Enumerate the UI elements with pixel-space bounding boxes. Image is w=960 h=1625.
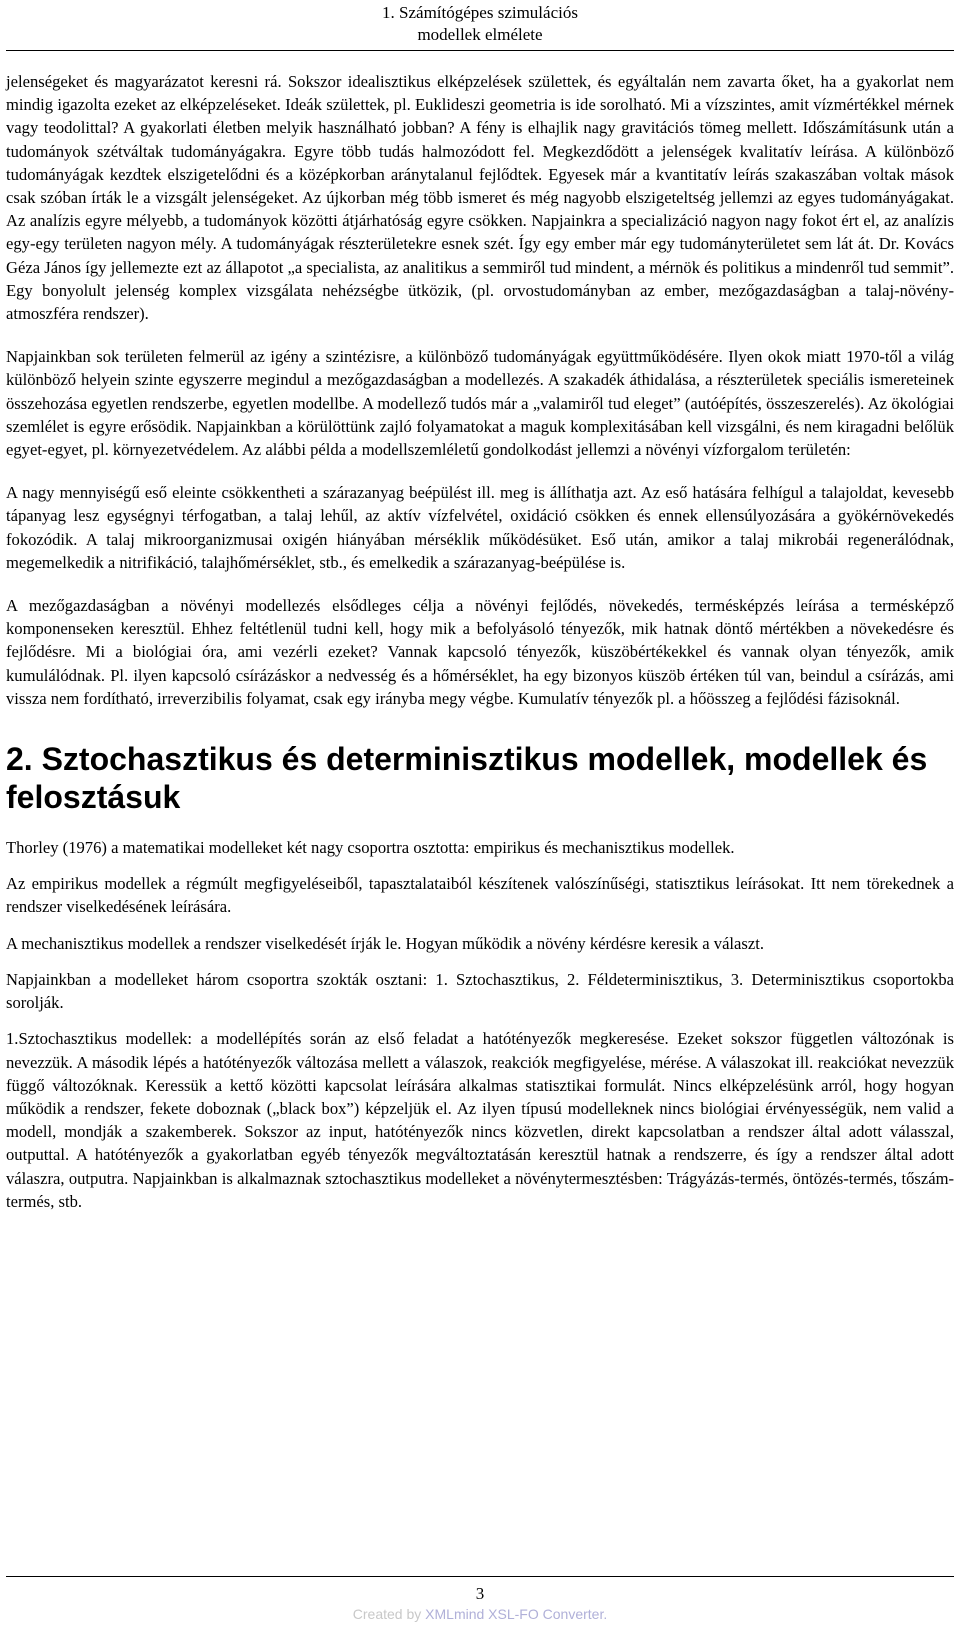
paragraph-6: Az empirikus modellek a régmúlt megfigyeléseiből, tapasztalataiból készítenek valószínűségi, statisztikus leírásokat. Itt nem törekednek a rendszer viselkedésének leírására. [6, 874, 954, 917]
paragraph-2: Napjainkban sok területen felmerül az igény a szintézisre, a különböző tudományágak együttműködésére. Ilyen okok miatt 1970-től a világ különböző helyein szinte egyszerre megindul a mezőgazdaságban a modellezés. A szakadék áthidalása, a részterületek speciális ismereteinek összehozása egyetlen rendszerbe, egyetlen modellbe. A modellező tudós már a „valamiről tud eleget” (autóépítés, összeszerelés). Az ökológiai szemlélet is egyre erősödik. Napjainkban a körülöttünk zajló folyamatokat a maguk komplexitásában kell vizsgálni, és nem kiragadni belőlük egyet-egyet, pl. környezetvédelem. Az alábbi példa a modellszemléletű gondolkodást jellemzi a növényi vízforgalom területén: [6, 347, 954, 460]
paragraph-4: A mezőgazdaságban a növényi modellezés elsődleges célja a növényi fejlődés, növekedés, termésképzés leírása a termésképző komponenseken keresztül. Ehhez feltétlenül tudni kell, hogy mik a befolyásoló tényezők, mik hatnak döntő mértékben a növekedésre és fejlődésre. Mi a biológiai óra, ami vezérli ezeket? Vannak kapcsoló tényezők, küszöbértékekkel és vannak olyan tényezők, amik kumulálódnak. Pl. ilyen kapcsoló csírázáskor a nedvesség és a hőmérséklet, ha egy bizonyos küszöb értéken túl van, beindul a csírázás, ami vissza nem fordítható, irreverzibilis folyamat, csak egy irányba megy végbe. Kumulatív tényezők pl. a hőösszeg a fejlődési fázisoknál. [6, 596, 954, 708]
footer-divider [6, 1576, 954, 1577]
header-line-2: modellek elmélete [417, 25, 543, 44]
converter-prefix: Created by [352, 1606, 426, 1622]
running-header [0, 2, 960, 46]
page-body [6, 70, 954, 1213]
paragraph-7: A mechanisztikus modellek a rendszer viselkedését írják le. Hogyan működik a növény kérdésre keresik a választ. [6, 933, 764, 953]
header-divider [6, 50, 954, 51]
converter-credit [0, 1605, 960, 1623]
paragraph-9: 1.Sztochasztikus modellek: a modellépítés során az első feladat a hatótényezők megkeresése. Ezeket sokszor független változónak is nevezzük. A második lépés a hatótényezők változása mellett a válaszok, reakciók megfigyelése, mérése. A válaszokat ill. reakciókat nevezzük függő változóknak. Keressük a kettő közötti kapcsolat leírására alkalmas statisztikai formulát. Nincs elképzelésünk arról, hogy hogyan működik a rendszer, fekete doboznak („black box”) képzeljük el. Az ilyen típusú modelleknek nincs biológiai érvényességük, nem valid a modell, mondják a szakemberek. Sokszor az input, hatótényezők nincs közvetlen, direkt kapcsolatban a rendszer által adott válasszal, outputtal. A hatótényezők a gyakorlatban egyéb tényezők megváltoztatásán keresztül hatnak a rendszerre, és így a rendszer által adott válaszra, outputra. Napjainkban is alkalmaznak sztochasztikus modelleket a növénytermesztésben: Trágyázás-termés, öntözés-termés, tőszám-termés, stb. [6, 1029, 954, 1211]
section-heading: 2. Sztochasztikus és determinisztikus modellek, modellek és felosztásuk [6, 741, 928, 816]
paragraph-5: Thorley (1976) a matematikai modelleket két nagy csoportra osztotta: empirikus és mechanisztikus modellek. [6, 838, 735, 858]
paragraph-1: jelenségeket és magyarázatot keresni rá. Sokszor idealisztikus elképzelések születtek, és egyáltalán nem zavarta őket, ha a gyakorlat nem mindig igazolta ezeket az elképzeléseket. Ideák születtek, pl. Euklideszi geometria is ide sorolható. Mi a vízszintes, amit vízmértékkel mérnek vagy teodolittal? A gyakorlati életben melyik használható jobban? A fény is elhajlik nagy gravitációs tömeg mellett. Időszámításunk után a tudományok szétváltak tudományágakra. Egyre több tudás halmozódott fel. Megkezdődött a jelenségek kvalitatív leírása. A különböző tudományágak kezdtek elszigetelődni és a középkorban aránytalanul fejlődtek. Egyesek már a kvantitatív leírás szakaszában voltak mások csak szóban írták le a vizsgált jelenségeket. Az újkorban még több ismeret és még nagyobb elszigeteltség jellemzi az egyes tudományágakat. Az analízis egyre mélyebb, a tudományok közötti átjárhatóság egyre csökken. Napjainkra a specializáció nagyon nagy fokot ért el, az analízis egy-egy területen nagyon mély. A tudományágak részterületekre esnek szét. Így egy ember már egy tudományterületet sem lát át. Dr. Kovács Géza János így jellemezte ezt az állapotot „a specialista, az analitikus a semmiről tud mindent, a mérnök és politikus a mindenről tud semmit”. Egy bonyolult jelenség komplex vizsgálata nehézségbe ütközik, (pl. orvostudományban az ember, mezőgazdaságban a talaj-növény-atmoszféra rendszer). [6, 72, 954, 324]
header-line-1: 1. Számítógépes szimulációs [382, 3, 578, 22]
paragraph-8: Napjainkban a modelleket három csoportra szokták osztani: 1. Sztochasztikus, 2. Féldeterminisztikus, 3. Determinisztikus csoportokba sorolják. [6, 969, 954, 1013]
page-number: 3 [475, 1584, 485, 1603]
converter-brand-link[interactable]: XMLmind XSL-FO Converter. [425, 1606, 608, 1622]
paragraph-3: A nagy mennyiségű eső eleinte csökkentheti a szárazanyag beépülést ill. meg is állíthatja azt. Az eső hatására felhígul a talajoldat, kevesebb tápanyag lesz egységnyi térfogatban, a talaj lehűl, az aktív vízfelvétel, oxidáció csökken és ennek ellensúlyozására a gyökérnövekedés fokozódik. A talaj mikroorganizmusai oxigén hiányában mérséklik működésüket. Eső után, amikor a talaj mikrobái regenerálódnak, megemelkedik a nitrifikáció, talajhőmérséklet, stb., és emelkedik a szárazanyag-beépülése is. [6, 483, 954, 572]
